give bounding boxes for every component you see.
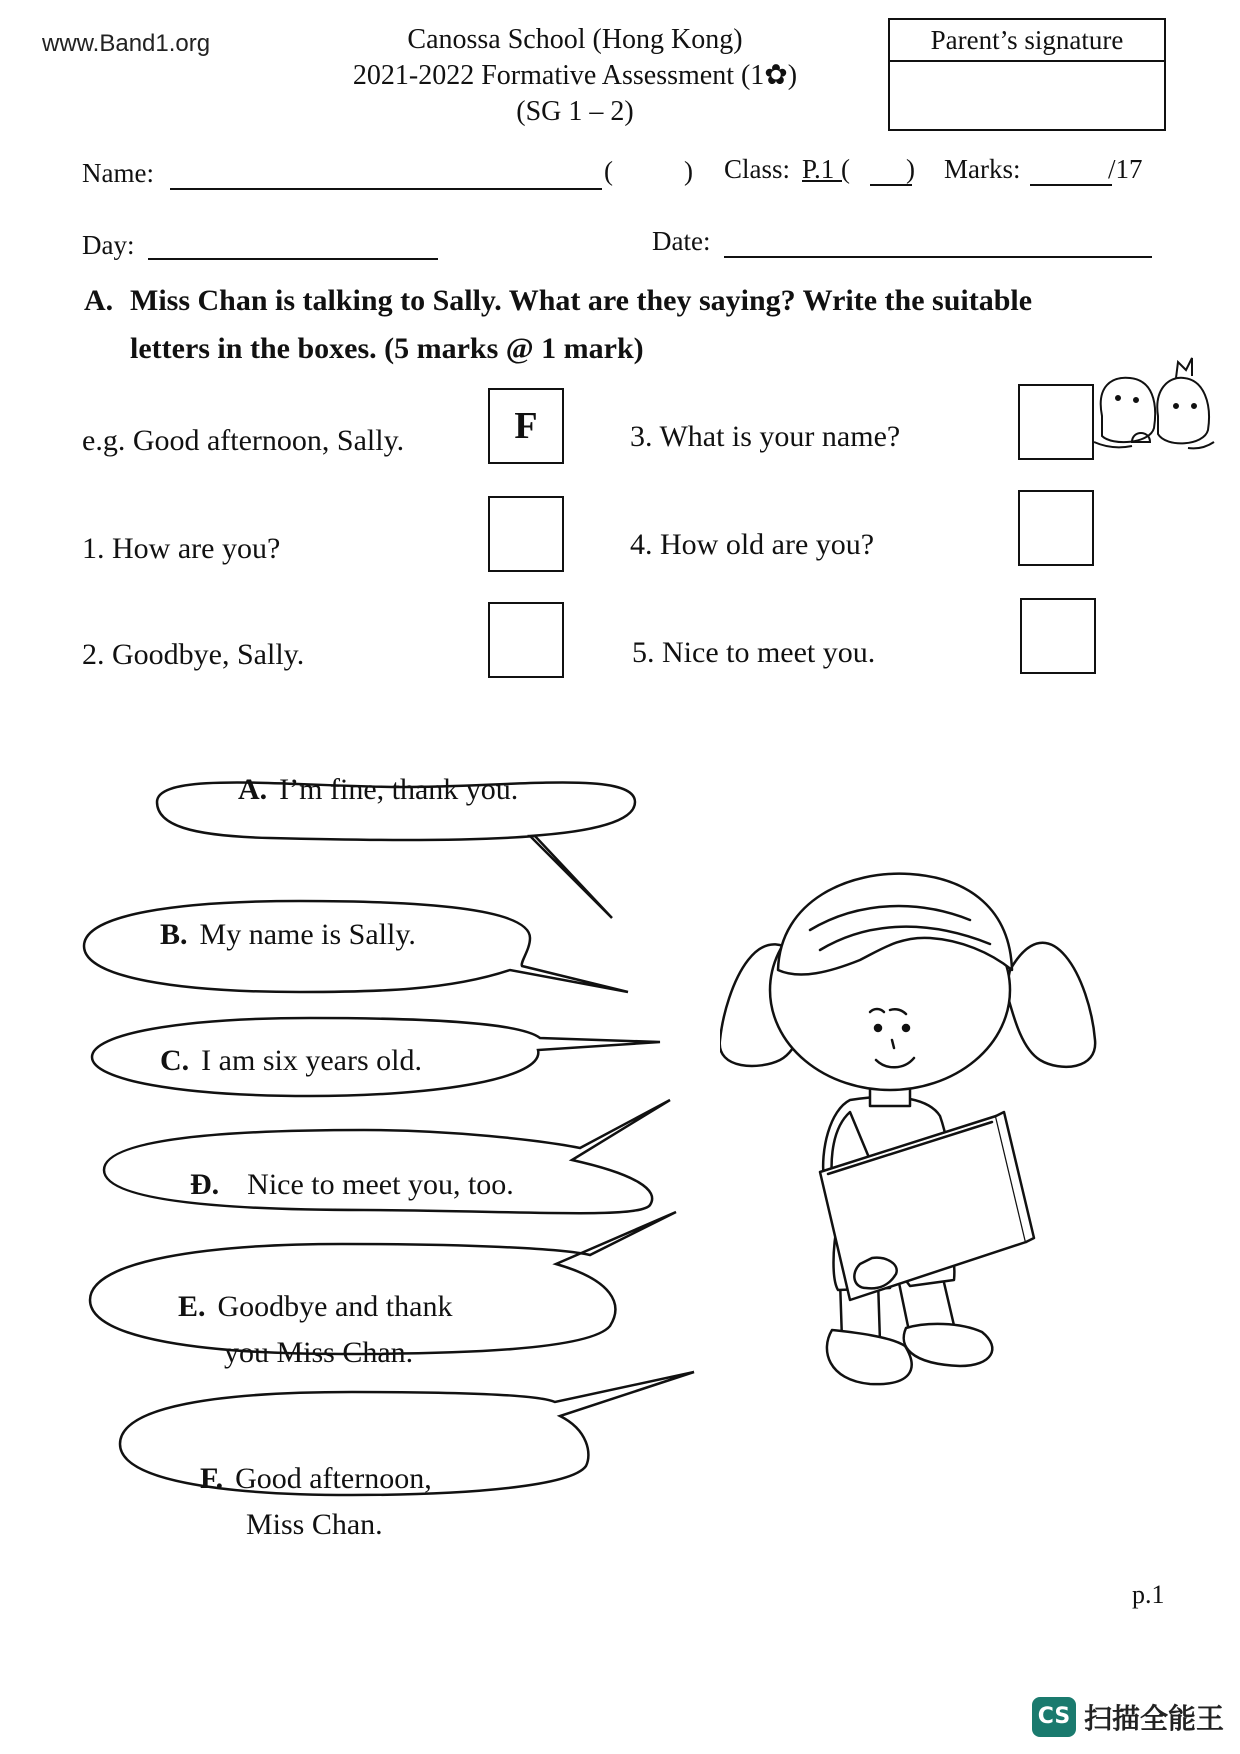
page-number: p.1: [1132, 1580, 1165, 1609]
cute-characters-icon: [1092, 346, 1216, 458]
option-a-text: I’m fine, thank you.: [279, 773, 519, 806]
section-a-instruction-line1: Miss Chan is talking to Sally. What are they saying? Write the suitable: [130, 284, 1033, 317]
option-e-letter: E.: [178, 1290, 206, 1323]
parent-signature-box: [888, 18, 1166, 131]
answer-box-2[interactable]: [488, 602, 564, 678]
speech-bubbles: [0, 700, 720, 1560]
question-3: 3. What is your name?: [630, 420, 901, 453]
class-label: Class:: [724, 154, 791, 184]
question-example: e.g. Good afternoon, Sally.: [82, 424, 405, 457]
option-d-letter: Đ.: [190, 1168, 220, 1201]
option-a: [238, 767, 518, 813]
section-a-letter: A.: [84, 284, 114, 317]
scanner-name: 扫描全能王: [1084, 1702, 1225, 1735]
option-a-letter: A.: [238, 773, 268, 806]
answer-box-5[interactable]: [1020, 598, 1096, 674]
option-d: [190, 1162, 514, 1208]
date-label: Date:: [652, 226, 711, 256]
subject-code: (SG 1 – 2): [516, 96, 634, 127]
option-f: [200, 1456, 432, 1548]
assessment-title: 2021-2022 Formative Assessment (1✿): [352, 60, 798, 91]
option-f-text-line1: Good afternoon,: [235, 1462, 432, 1495]
class-number-open: (: [604, 156, 613, 186]
marks-field[interactable]: [1030, 184, 1112, 186]
answer-box-4[interactable]: [1018, 490, 1094, 566]
option-e-text-line2: you Miss Chan.: [224, 1336, 414, 1369]
question-2: 2. Goodbye, Sally.: [82, 638, 305, 671]
option-f-letter: F.: [200, 1462, 224, 1495]
class-number-close: ): [684, 156, 693, 186]
day-label: Day:: [82, 230, 135, 260]
section-a-instruction-line2: letters in the boxes. (5 marks @ 1 mark): [130, 332, 644, 365]
option-b: [160, 912, 416, 958]
answer-box-example: F: [488, 388, 564, 464]
option-b-letter: B.: [160, 918, 188, 951]
option-f-text-line2: Miss Chan.: [246, 1508, 383, 1541]
name-label: Name:: [82, 158, 154, 188]
option-e-text-line1: Goodbye and thank: [217, 1290, 453, 1323]
sally-illustration: [720, 860, 1110, 1420]
day-field[interactable]: [148, 258, 438, 260]
question-4: 4. How old are you?: [630, 528, 875, 561]
website-watermark: www.Band1.org: [42, 30, 211, 57]
answer-box-3[interactable]: [1018, 384, 1094, 460]
option-c-letter: C.: [160, 1044, 190, 1077]
option-b-text: My name is Sally.: [199, 918, 416, 951]
cs-logo-icon: CS: [1032, 1697, 1076, 1737]
marks-label: Marks:: [944, 154, 1021, 184]
option-c-text: I am six years old.: [201, 1044, 422, 1077]
parent-signature-label: Parent’s signature: [890, 20, 1164, 62]
school-name: Canossa School (Hong Kong): [407, 24, 743, 55]
question-5: 5. Nice to meet you.: [632, 636, 876, 669]
class-value: P.1 (: [802, 154, 851, 184]
option-c: [160, 1038, 422, 1084]
name-field[interactable]: [170, 188, 602, 190]
date-field[interactable]: [724, 256, 1152, 258]
marks-total: /17: [1108, 154, 1143, 184]
option-d-text: Nice to meet you, too.: [247, 1168, 514, 1201]
option-e: [178, 1284, 452, 1376]
question-1: 1. How are you?: [82, 532, 281, 565]
parent-signature-field[interactable]: [890, 62, 1164, 131]
scanner-logo: [1032, 1697, 1224, 1737]
class-close: ): [906, 154, 915, 184]
answer-box-1[interactable]: [488, 496, 564, 572]
